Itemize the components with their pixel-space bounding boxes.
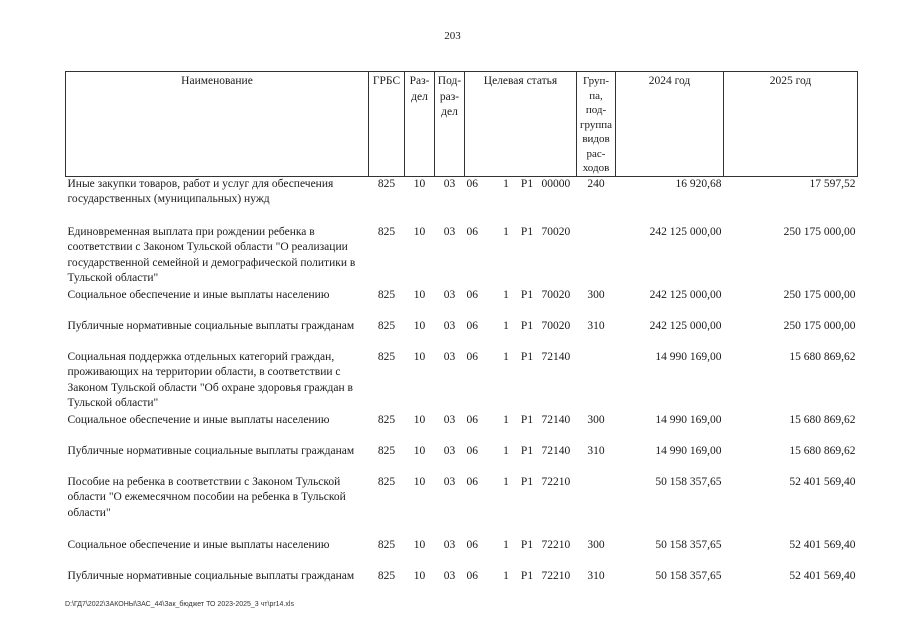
row-celevaya-part2: 1 [503, 319, 509, 332]
row-amount-2025: 52 401 569,40 [789, 569, 856, 582]
row-gruppa [577, 225, 616, 288]
row-razdel: 10 [413, 288, 426, 301]
table-row [66, 319, 858, 350]
row-name: Публичные нормативные социальные выплаты гражданам [67, 319, 355, 332]
row-celevaya-part2: 1 [503, 538, 509, 551]
page-number: 203 [444, 30, 461, 42]
row-razdel: 10 [413, 177, 426, 190]
row-celevaya-part3: P1 [520, 413, 534, 426]
table-header-row [66, 72, 858, 177]
header-celevaya-statya: Целевая статья [465, 72, 577, 177]
row-celevaya-part3: P1 [520, 444, 534, 457]
row-celevaya-part3: P1 [520, 177, 534, 190]
row-celevaya-part4: 72140 [541, 444, 571, 457]
row-celevaya-part1: 06 [466, 569, 478, 582]
row-celevaya-part2: 1 [503, 350, 509, 363]
row-podrazdel: 03 [443, 475, 456, 488]
row-amount-2024: 50 158 357,65 [655, 538, 722, 551]
row-razdel: 10 [413, 444, 426, 457]
row-amount-2025: 15 680 869,62 [789, 413, 856, 426]
row-celevaya-part3: P1 [520, 350, 534, 363]
row-amount-2025: 15 680 869,62 [789, 444, 856, 457]
row-amount-2024: 242 125 000,00 [649, 288, 722, 301]
table-row [66, 350, 858, 413]
row-celevaya-part3: P1 [520, 569, 534, 582]
row-celevaya-part1: 06 [466, 413, 478, 426]
row-podrazdel: 03 [443, 288, 456, 301]
row-amount-2024: 14 990 169,00 [655, 444, 722, 457]
row-amount-2024: 14 990 169,00 [655, 413, 722, 426]
table-row [66, 538, 858, 569]
row-grbs: 825 [377, 444, 396, 457]
row-razdel: 10 [413, 569, 426, 582]
row-celevaya-part1: 06 [466, 319, 478, 332]
row-amount-2025: 15 680 869,62 [789, 350, 856, 363]
row-celevaya-part2: 1 [503, 413, 509, 426]
row-razdel: 10 [413, 538, 426, 551]
table-row [66, 225, 858, 288]
row-celevaya-part2: 1 [503, 444, 509, 457]
row-grbs: 825 [377, 177, 396, 190]
row-celevaya-part4: 00000 [541, 177, 571, 190]
table-row [66, 444, 858, 475]
header-gruppa: Груп- па, под- группа видов рас- ходов [577, 72, 616, 177]
row-podrazdel: 03 [443, 569, 456, 582]
row-celevaya-part1: 06 [466, 444, 478, 457]
table-row [66, 176, 858, 225]
row-celevaya-part2: 1 [503, 177, 509, 190]
row-grbs: 825 [377, 413, 396, 426]
row-razdel: 10 [413, 319, 426, 332]
row-celevaya-part2: 1 [503, 569, 509, 582]
row-name: Социальная поддержка отдельных категорий граждан, проживающих на территории области, в соответствии с Законом Тульской области "Об охране здоровья граждан в Тульской области" [67, 350, 353, 409]
row-podrazdel: 03 [443, 319, 456, 332]
row-name: Публичные нормативные социальные выплаты гражданам [67, 444, 355, 457]
header-grbs: ГРБС [369, 72, 405, 177]
header-2024: 2024 год [616, 72, 724, 177]
row-grbs: 825 [377, 475, 396, 488]
row-podrazdel: 03 [443, 177, 456, 190]
row-gruppa: 300 [587, 538, 605, 551]
row-celevaya-part1: 06 [466, 225, 478, 238]
row-celevaya-part4: 72140 [541, 413, 571, 426]
row-gruppa [577, 475, 616, 538]
row-name: Социальное обеспечение и иные выплаты населению [67, 538, 330, 551]
row-podrazdel: 03 [443, 444, 456, 457]
row-podrazdel: 03 [443, 350, 456, 363]
row-celevaya-part4: 72210 [541, 475, 571, 488]
table-row [66, 569, 858, 600]
row-gruppa: 300 [587, 288, 605, 301]
row-podrazdel: 03 [443, 225, 456, 238]
row-celevaya-part4: 72210 [541, 569, 571, 582]
row-amount-2025: 52 401 569,40 [789, 538, 856, 551]
row-name: Социальное обеспечение и иные выплаты населению [67, 413, 330, 426]
row-grbs: 825 [377, 569, 396, 582]
row-celevaya-part1: 06 [466, 538, 478, 551]
row-celevaya-part4: 70020 [541, 225, 571, 238]
row-celevaya-part1: 06 [466, 177, 478, 190]
row-razdel: 10 [413, 225, 426, 238]
row-amount-2024: 50 158 357,65 [655, 569, 722, 582]
header-2025: 2025 год [724, 72, 858, 177]
row-razdel: 10 [413, 413, 426, 426]
row-name: Пособие на ребенка в соответствии с Законом Тульской области "О ежемесячном пособии на ребенка в Тульской области" [67, 475, 346, 519]
row-amount-2025: 52 401 569,40 [789, 475, 856, 488]
row-celevaya-part4: 70020 [541, 319, 571, 332]
row-gruppa [577, 350, 616, 413]
row-gruppa: 300 [587, 413, 605, 426]
row-amount-2025: 250 175 000,00 [783, 225, 856, 238]
row-razdel: 10 [413, 475, 426, 488]
header-name: Наименование [66, 72, 369, 177]
row-amount-2024: 16 920,68 [675, 177, 722, 190]
row-grbs: 825 [377, 288, 396, 301]
row-gruppa: 310 [587, 569, 605, 582]
row-celevaya-part3: P1 [520, 288, 534, 301]
row-grbs: 825 [377, 538, 396, 551]
budget-table [65, 71, 858, 600]
row-grbs: 825 [377, 319, 396, 332]
row-celevaya-part2: 1 [503, 288, 509, 301]
row-celevaya-part2: 1 [503, 475, 509, 488]
row-gruppa: 310 [587, 444, 605, 457]
row-amount-2025: 17 597,52 [809, 177, 856, 190]
row-name: Иные закупки товаров, работ и услуг для обеспечения государственных (муниципальных) нужд [67, 177, 334, 205]
row-celevaya-part1: 06 [466, 475, 478, 488]
row-celevaya-part1: 06 [466, 288, 478, 301]
row-amount-2025: 250 175 000,00 [783, 319, 856, 332]
row-razdel: 10 [413, 350, 426, 363]
table-row [66, 413, 858, 444]
row-name: Публичные нормативные социальные выплаты гражданам [67, 569, 355, 582]
file-path-footer: D:\ГД7\2022\ЗАКОНЫ\ЗАС_44\Зак_бюджет ТО 2023-2025_3 чт\pr14.xls [65, 601, 294, 608]
row-celevaya-part1: 06 [466, 350, 478, 363]
row-podrazdel: 03 [443, 538, 456, 551]
row-podrazdel: 03 [443, 413, 456, 426]
row-amount-2024: 242 125 000,00 [649, 319, 722, 332]
row-celevaya-part3: P1 [520, 319, 534, 332]
row-celevaya-part3: P1 [520, 475, 534, 488]
row-celevaya-part4: 72140 [541, 350, 571, 363]
row-gruppa: 240 [587, 177, 605, 190]
table-row [66, 288, 858, 319]
row-grbs: 825 [377, 225, 396, 238]
row-gruppa: 310 [587, 319, 605, 332]
row-amount-2024: 50 158 357,65 [655, 475, 722, 488]
row-amount-2025: 250 175 000,00 [783, 288, 856, 301]
row-grbs: 825 [377, 350, 396, 363]
row-celevaya-part3: P1 [520, 225, 534, 238]
row-amount-2024: 14 990 169,00 [655, 350, 722, 363]
header-podrazdel: Под- раз- дел [435, 72, 465, 177]
row-celevaya-part4: 70020 [541, 288, 571, 301]
header-razdel: Раз- дел [405, 72, 435, 177]
row-celevaya-part4: 72210 [541, 538, 571, 551]
table-row [66, 475, 858, 538]
row-name: Единовременная выплата при рождении ребенка в соответствии с Законом Тульской области "О реализации государственной семейной и демографической политики в Тульской области" [67, 225, 356, 284]
row-celevaya-part2: 1 [503, 225, 509, 238]
row-name: Социальное обеспечение и иные выплаты населению [67, 288, 330, 301]
row-amount-2024: 242 125 000,00 [649, 225, 722, 238]
row-celevaya-part3: P1 [520, 538, 534, 551]
